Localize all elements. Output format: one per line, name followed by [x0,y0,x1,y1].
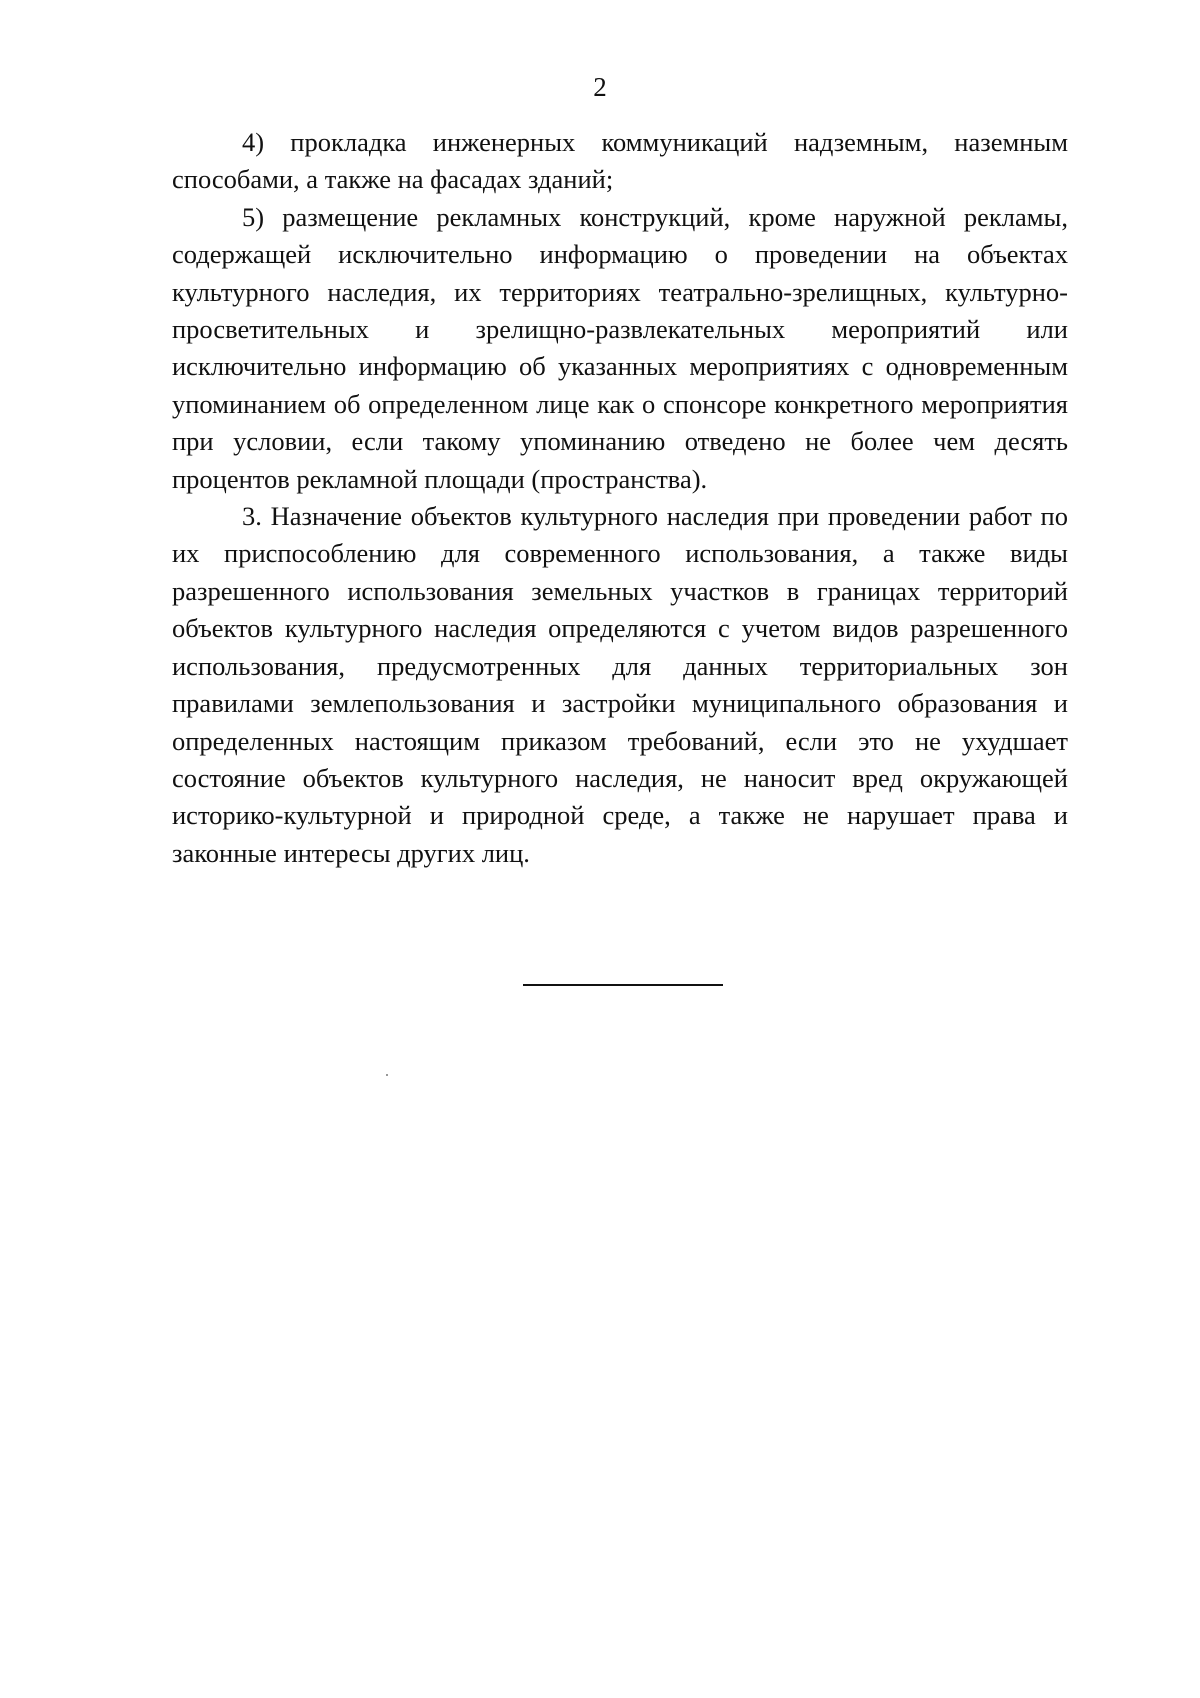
document-body [172,124,1068,872]
paragraph-item-5: 5) размещение рекламных конструкций, кроме наружной рекламы, содержащей исключительно информацию о проведении на объектах культурного наследия, их территориях театрально-зрелищных, культурно-просветительных и зрелищно-развлекательных мероприятий или исключительно информацию об указанных мероприятиях с одновременным упоминанием об определенном лице как о спонсоре конкретного мероприятия при условии, если такому упоминанию отведено не более чем десять процентов рекламной площади (пространства). [172,201,1068,494]
scan-speck [386,1074,388,1076]
paragraph-section-3: 3. Назначение объектов культурного наследия при проведении работ по их приспособлению для современного использования, а также виды разрешенного использования земельных участков в границах территорий объектов культурного наследия определяются с учетом видов разрешенного использования, предусмотренных для данных территориальных зон правилами землепользования и застройки муниципального образования и определенных настоящим приказом требований, если это не ухудшает состояние объектов культурного наследия, не наносит вред окружающей историко-культурной и природной среде, а также не нарушает права и законные интересы других лиц. [172,501,1068,868]
paragraph-item-4: 4) прокладка инженерных коммуникаций надземным, наземным способами, а также на фасадах зданий; [172,127,1068,195]
end-of-text-rule [523,984,723,986]
page-number: 2 [593,72,607,102]
